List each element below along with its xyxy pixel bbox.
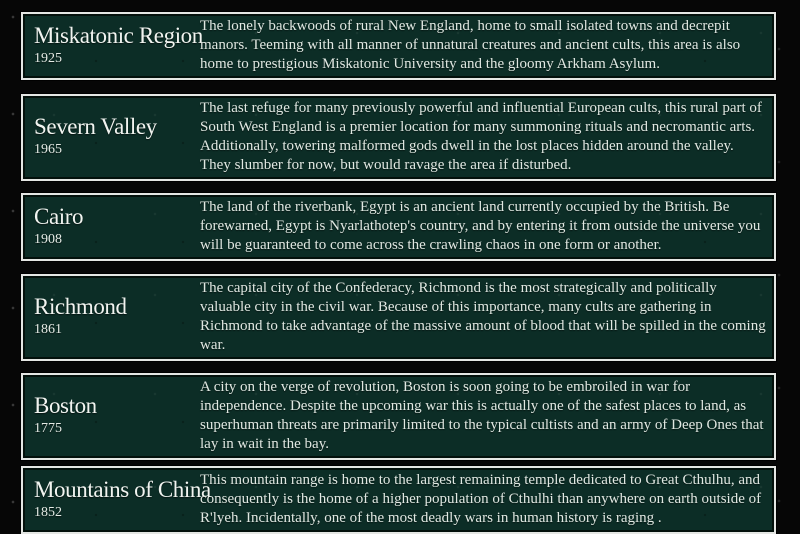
- location-name-column: [32, 377, 196, 456]
- location-name: Cairo: [34, 203, 84, 229]
- location-card-miskatonic-region[interactable]: [21, 12, 776, 80]
- location-description-column: [196, 98, 770, 177]
- location-description-column: [196, 470, 770, 530]
- location-year: 1861: [34, 322, 62, 338]
- location-year: 1775: [34, 421, 62, 437]
- location-card-boston[interactable]: [21, 373, 776, 460]
- location-card-cairo[interactable]: [21, 193, 776, 261]
- location-description: The lonely backwoods of rural New England, home to small isolated towns and decrepit manors. Teeming with all manner of unnatural creatures and ancient cults, this area is also home to prestigious Miskatonic University and the gloomy Arkham Asylum.: [200, 18, 741, 72]
- location-name-column: [32, 278, 196, 357]
- location-name: Severn Valley: [34, 114, 157, 140]
- location-name-column: [32, 197, 196, 257]
- location-card-list: [21, 12, 776, 534]
- location-year: 1908: [34, 231, 62, 247]
- location-name: Miskatonic Region: [34, 22, 203, 48]
- location-name-column: [32, 470, 211, 530]
- location-name-column: [32, 16, 203, 76]
- location-year: 1965: [34, 142, 62, 158]
- location-year: 1852: [34, 504, 62, 520]
- location-description: The land of the riverbank, Egypt is an ancient land currently occupied by the British. Be forewarned, Egypt is Nyarlathotep's country, and by entering it from outside the universe you will be guaranteed to come across the crawling chaos in one form or another.: [200, 199, 761, 253]
- location-name-column: [32, 98, 196, 177]
- location-card-richmond[interactable]: [21, 274, 776, 361]
- location-year: 1925: [34, 50, 62, 66]
- location-description: The capital city of the Confederacy, Richmond is the most strategically and politically valuable city in the civil war. Because of this importance, many cults are gathering in Richmond to take advantage of the massive amount of blood that will be spilled in the coming war.: [200, 280, 766, 353]
- location-description: This mountain range is home to the largest remaining temple dedicated to Great Cthulhu, and consequently is the home of a higher population of Cthulhi than anywhere on earth outside of R'lyeh. Incidentally, one of the most deadly wars in human history is raging .: [200, 472, 762, 526]
- location-card-mountains-of-china[interactable]: [21, 466, 776, 534]
- location-description: A city on the verge of revolution, Boston is soon going to be embroiled in war for independence. Despite the upcoming war this is actually one of the safest places to land, as superhuman threats are primarily limited to the typical cultists and an army of Deep Ones that lay in wait in the bay.: [200, 379, 764, 452]
- location-description-column: [196, 16, 770, 76]
- location-name: Richmond: [34, 294, 127, 320]
- location-description-column: [196, 197, 770, 257]
- location-name: Mountains of China: [34, 476, 211, 502]
- location-card-severn-valley[interactable]: [21, 94, 776, 181]
- location-description-column: [196, 377, 770, 456]
- location-description: The last refuge for many previously powerful and influential European cults, this rural part of South West England is a premier location for many summoning rituals and necromantic arts. Additionally, towering malformed gods dwell in the lost places hidden around the valley. They slumber for now, but would ravage the area if disturbed.: [200, 100, 762, 173]
- location-description-column: [196, 278, 770, 357]
- location-name: Boston: [34, 393, 97, 419]
